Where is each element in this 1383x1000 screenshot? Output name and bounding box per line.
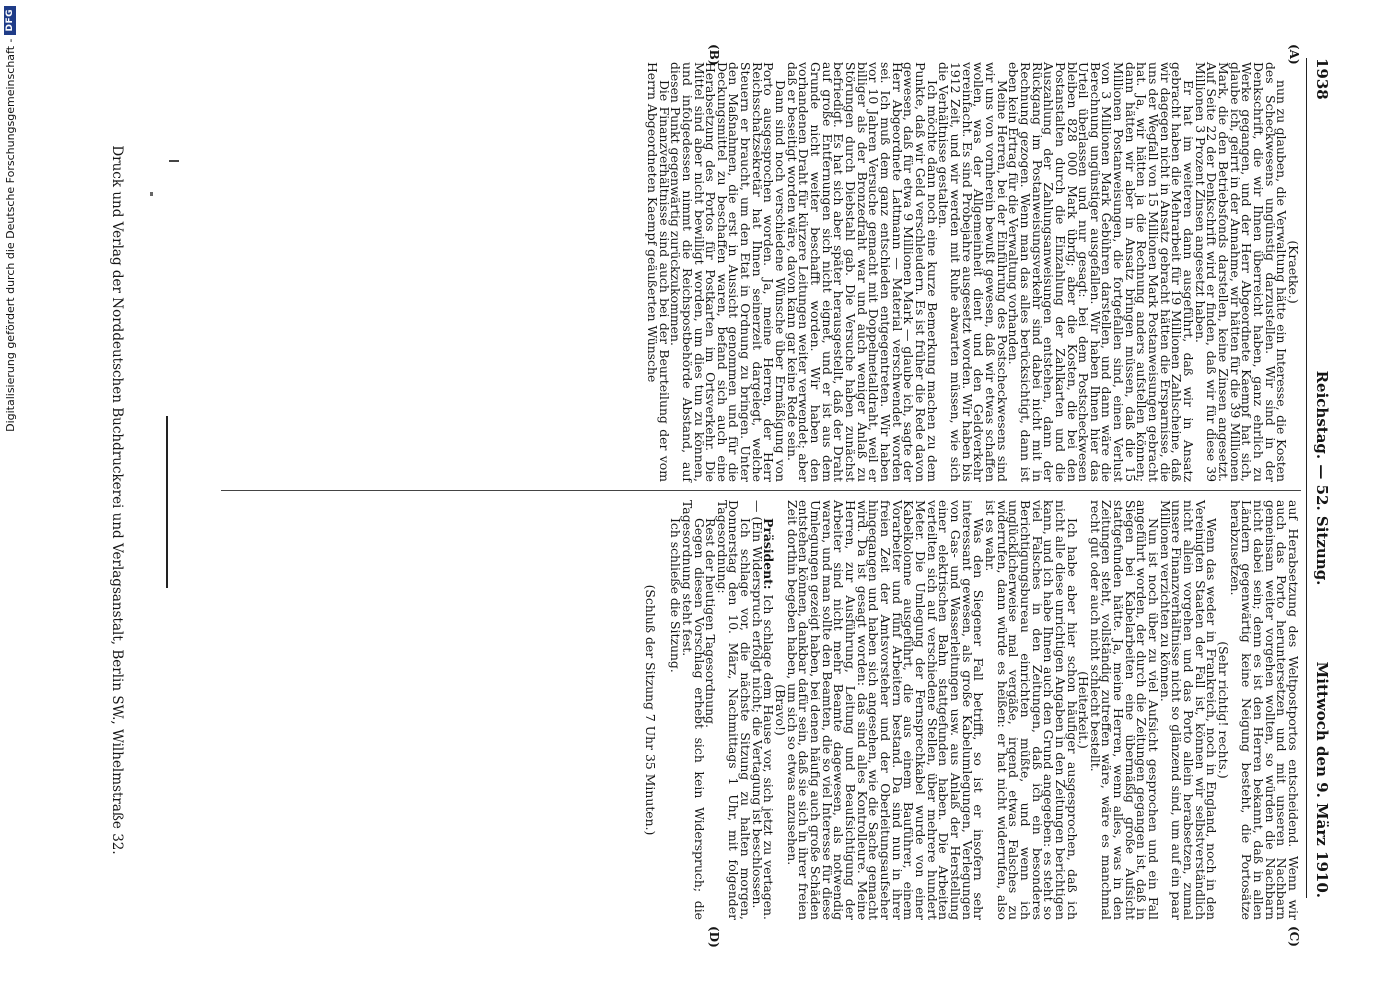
paragraph: Rest der heutigen Tagesordnung. [703,518,719,728]
president-label: Präsident: [761,518,777,590]
paragraph: Nun ist noch über zu viel Aufsicht gesprochen und ein Fall angeführt worden, der durch die Zeitungen gegangen ist, daß in Siegen bei Kabelarbeiten eine übermäßig große Aufsicht stattgefunden hätte. Ja, meine Herren, wenn alles, was in den Zeitungen steht, vollständig zutreffen wäre, wäre es manchmal recht gut oder auch nicht schlecht bestellt. [1087,500,1162,920]
session-date: Mittwoch den 9. März 1910. [1313,661,1331,898]
paragraph: Ich möchte dann noch eine kurze Bemerkung machen zu dem Punkte, daß wir Geld verschleudern. Es ist früher die Rede davon gewesen, daß für etwa 9 Millionen Mark — glaube ich, sagte der Herr Abgeordnete Lattmann — Material verschwendet worden sei. Ich muß dem ganz entschieden entgegentreten. Wir haben vor 10 Jahren Versuche gemacht mit Doppelmetalldraht, weil er billiger als der Bronzedraht war und auch weniger Anlaß zu Störungen durch Diebstahl gab. Die Versuche haben zunächst befriedigt. Es hat sich aber später herausgestellt, daß der Draht auf große Entfernungen sich nicht eignet, und er ist aus dem Grunde nicht weiter beschafft worden. Wir haben den vorhandenen Draht für kürzere Leitungen weiter verwendet; aber daß er beseitigt worden wäre, davon kann gar keine Rede sein. [784,62,940,482]
printer-imprint: Druck und Verlag der Norddeutschen Buchdruckerei und Verlagsanstalt, Berlin SW., Wilhelmstraße 32. [109,145,125,855]
margin-marker-c: (C) [1287,926,1301,947]
paragraph: nun zu glauben, die Verwaltung hätte ein Interesse, die Kosten des Scheckwesens ungünstig darzustellen. Wir sind in der Denkschrift, die wir Ihnen überreicht haben, ganz ehrlich zu Werke gegangen, und der Herr Abgeordnete Kaempf hat sich, glaube ich, geirrt in der Annahme, wir hätten für die 39 Millionen Mark, die den Betriebsfonds darstellen, keine Zinsen angesetzt. Auf Seite 22 der Denkschrift wird er finden, daß wir für diese 39 Millionen 3 Prozent Zinsen angesetzt haben. [1192,62,1290,482]
paragraph: Ich schließe die Sitzung. [668,518,684,673]
paragraph: Ich schlage vor, die nächste Sitzung zu halten morgen, Donnerstag den 10. März, Nachmittags 1 Uhr, mit folgender Tagesordnung: [714,500,754,920]
session-closing: (Schluß der Sitzung 7 Uhr 35 Minuten.) [642,584,658,836]
paragraph: auf Herabsetzung des Weltpostportos entscheidend. Wenn wir auch das Porto heruntersetzen und mit unseren Nachbarn gemeinsam weiter vorgehen wollten, so würden die Nachbarn nicht dabei sein; denn es ist den Herren bekannt, daß in allen Ländern gegenwärtig keine Neigung besteht, die Portosätze herabzusetzen. [1227,500,1301,920]
president-statement [749,500,777,920]
president-text: Ich schlage dem Hause vor, sich jetzt zu vertagen. — (Ein Widerspruch erfolgt nicht; die Vertagung ist beschlossen. [749,500,777,920]
reaction-note: (Heiterkeit.) [1076,671,1092,749]
closing-rule [166,416,168,588]
paragraph: Die Finanzverhältnisse sind auch bei der Beurteilung der vom Herrn Abgeordneten Kaempf geäußerten Wünsche [644,62,672,482]
reaction-note: (Bravo!) [773,684,789,736]
column-divider [221,490,1301,491]
paragraph: Meine Herren, bei der Einführung des Postscheckwesens sind wir uns von vornherein bewußt gewesen, daß wir etwas schaffen wollen, was der Allgemeinheit dient und den Geldverkehr vereinfacht. Es sind Probejahre ausgesetzt worden. Wir haben bis 1912 Zeit, und wir werden mit Ruhe abwarten müssen, wie sich die Verhältnisse gestalten. [936,62,1010,482]
paragraph: Was den Siegener Fall betrifft, so ist er insofern sehr interessant gewesen, als große Kabelumlegungen, Verlegungen von Gas- und Wasserleitungen usw. aus Anlaß der Herstellung einer elektrischen Bahn stattgefunden haben. Die Arbeiten verteilten sich auf verschiedene Stellen, über mehrere hundert Meter. Die Umlegung der Fernsprechkabel wurde von einer Kabelkolonne ausgeführt, die aus einem Bauführer, einem Vorarbeiter und fünf Arbeitern bestand. Da sind nun in ihrer freien Zeit der Amtsvorsteher und der Oberleitungsaufseher hingegangen und haben sich angesehen, wie die Sache gemacht wird. Da ist gesagt worden: das sind alles Kontrolleure. Meine Herren, zur Ausführung, Leitung und Beaufsichtigung der Arbeiter sind nicht mehr Beamte dagewesen, als notwendig waren, und man sollte den Beamten, die so viel Interesse für diese Umlegungen gezeigt haben, bei denen häufig auch große Schäden entstehen können, dankbar dafür sein, daß sie sich in ihrer freien Zeit dorthin begeben haben, um sich so etwas anzusehen. [784,500,987,920]
page-title: Reichstag. — 52. Sitzung. [1313,370,1331,586]
margin-marker-b: (B) [707,44,721,66]
page-number: 1938 [1313,58,1331,100]
left-column [0,62,1299,482]
paragraph: Gegen diesen Vorschlag erhebt sich kein Widerspruch; die Tagesordnung steht fest. [679,500,707,920]
right-column [0,500,1299,920]
dfg-logo: DFG [4,6,16,35]
scan-artifact [150,192,153,196]
paragraph: Dann sind noch verschiedene Wünsche über Ermäßigung von Porto ausgesprochen worden. Ja, meine Herren, der Herr Reichsschatzsekretär hat Ihnen seinerzeit dargelegt, welche Steuern er braucht, um den Etat in Ordnung zu bringen. Unter den Maßnahmen, die erst in Aussicht genommen und für die Deckungsmittel zu beschaffen waren, befand sich auch eine Herabsetzung des Portos für Postkarten im Ortsverkehr. Die Mittel sind aber nicht bewilligt worden, um dies tun zu können, und infolgedessen nimmt die Reichspostbehörde Abstand, auf diesen Punkt gegenwärtig zurückzukommen. [668,62,789,482]
paragraph: Er hat im weiteren dann ausgeführt, daß wir in Ansatz gebracht haben die Mehrarbeit für 19 Millionen Zahlscheine, daß wir dagegen nicht in Ansatz gebracht hätten die Ersparnisse, die uns der Wegfall von 15 Millionen Mark Postanweisungen gebracht hat. Ja, wir hätten ja die Rechnung anders aufstellen können; dann hätten wir aber in Ansatz bringen müssen, daß die 15 Millionen Postanweisungen, die fortgefallen sind, einen Verlust von 3 Millionen Mark Gebühren darstellen, und dann wäre die Berechnung ungünstiger ausgefallen. Wir haben Ihnen hier das Urteil überlassen und nur gesagt: bei dem Postscheckwesen bleiben 828 000 Mark übrig; aber die Kosten, die bei den Postanstalten durch die Einzahlung der Zahlkarten und die Auszahlung der Zahlungsanweisungen entstehen, dann der Rückgang im Postanweisungsverkehr sind dabei nicht mit in Rechnung gezogen. Wenn man das alles berücksichtigt, dann ist eben kein Ertrag für die Verwaltung vorhanden. [1006,62,1197,482]
credit-text: Digitalisierung gefördert durch die Deutsche Forschungsgemeinschaft - [3,38,17,432]
speaker-label: (Kraetke.) [1286,240,1301,304]
reaction-note: (Sehr richtig! rechts.) [1216,641,1232,779]
header-rule [1306,58,1307,898]
margin-marker-a: (A) [1287,44,1301,65]
paragraph: Ich habe aber hier schon häufiger ausgesprochen, daß ich nicht alle diese unrichtigen Angaben in den Zeitungen berichtigen kann, und ich habe Ihnen auch den Grund angegeben: es steht so viel Falsches in den Zeitungen, daß ich ein besonderes Berichtigungsbureau einrichten müßte, und wenn ich unglücklicherweise mal vergäße, irgend etwas Falsches zu widerrufen, dann würde es heißen: er hat nicht widerrufen, also ist es wahr. [982,500,1080,920]
paragraph: Wenn das weder in Frankreich, noch in England, noch in den Vereinigten Staaten der Fall ist, können wir selbstverständlich nicht allein vorgehen und das Porto allein herabsetzen, zumal unsere Finanzverhältnisse nicht so glänzend sind, um auf ein paar Millionen verzichten zu können. [1157,500,1220,920]
page-header [1309,58,1331,898]
margin-marker-d: (D) [707,926,721,948]
scan-artifact [169,160,179,162]
digitization-credit [0,0,20,1000]
